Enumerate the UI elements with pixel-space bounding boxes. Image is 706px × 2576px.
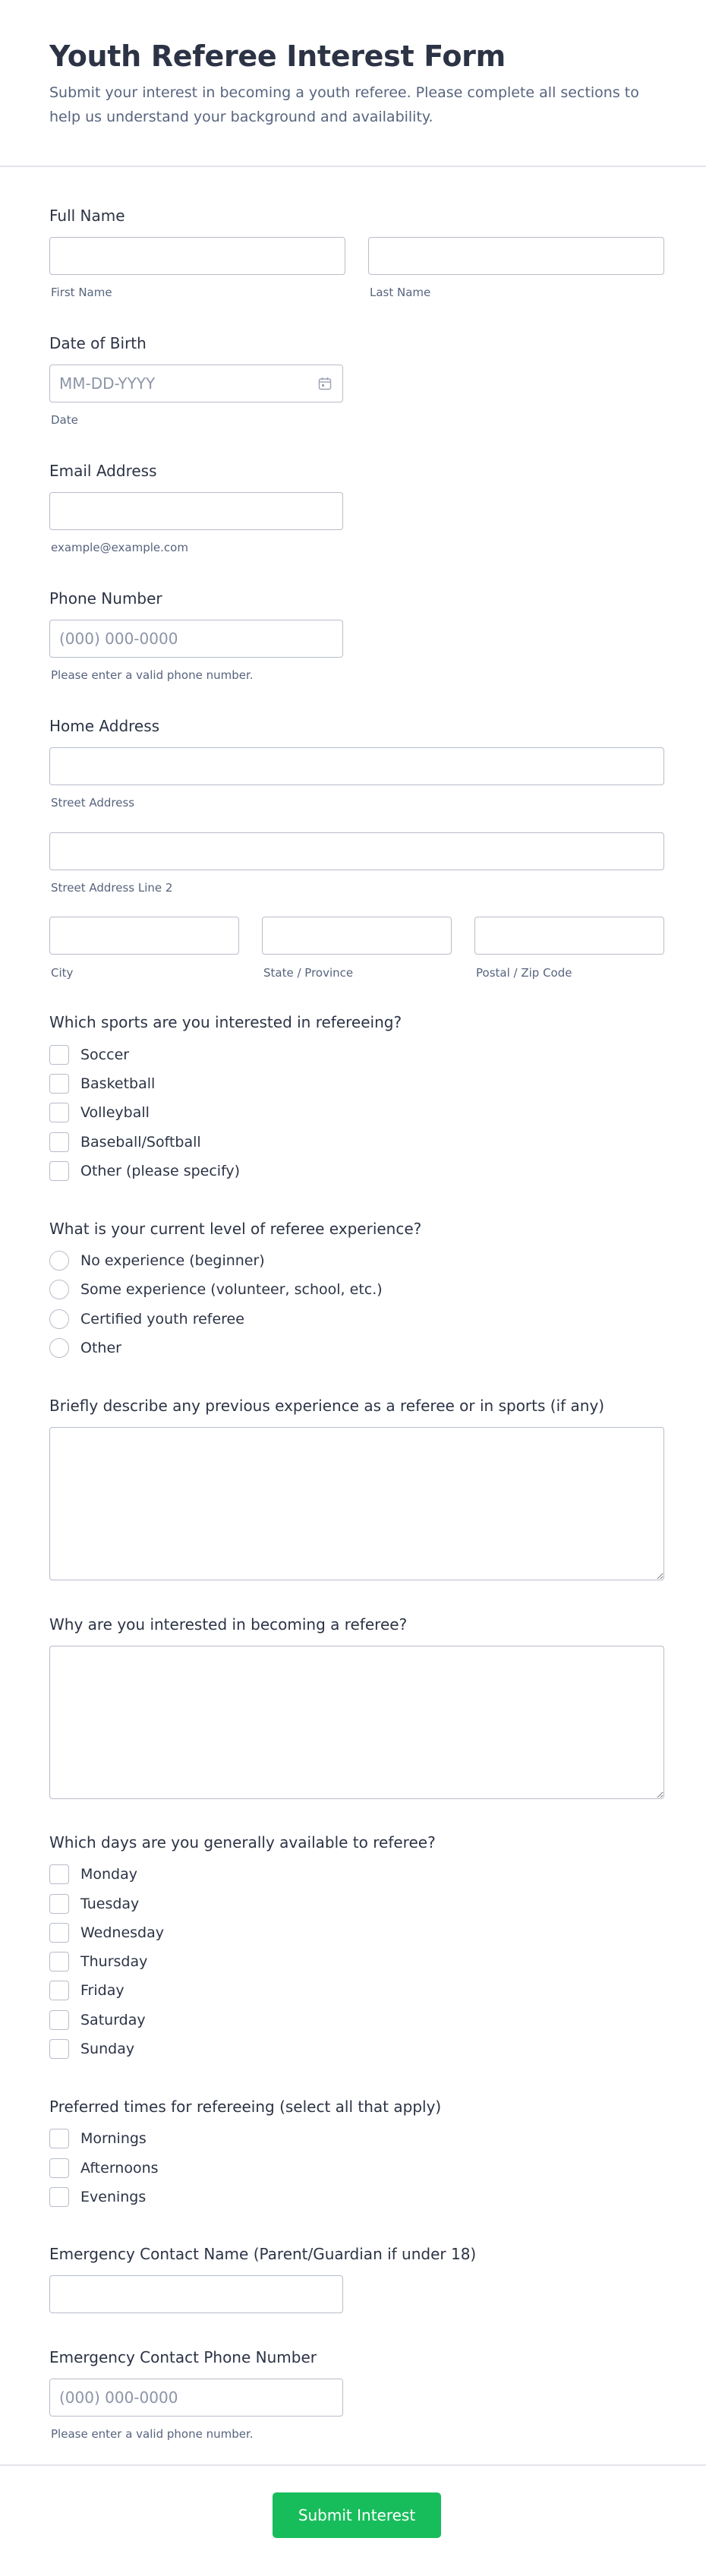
emergency-phone-input[interactable]	[49, 2379, 343, 2417]
times-label: Preferred times for refereeing (select all that apply)	[49, 2098, 442, 2116]
option-label: Baseball/Softball	[80, 1134, 201, 1151]
last-name-sublabel: Last Name	[370, 286, 431, 299]
checkbox[interactable]	[49, 2039, 69, 2059]
previous-experience-textarea[interactable]	[49, 1427, 664, 1580]
state-sublabel: State / Province	[263, 966, 354, 980]
previous-experience-label: Briefly describe any previous experience as a referee or in sports (if any)	[49, 1397, 605, 1415]
phone-sublabel: Please enter a valid phone number.	[51, 668, 254, 682]
checkbox[interactable]	[49, 2158, 69, 2178]
day-option-saturday[interactable]	[49, 2010, 146, 2030]
checkbox[interactable]	[49, 1894, 69, 1914]
option-label: Certified youth referee	[80, 1311, 244, 1327]
option-label: Friday	[80, 1982, 124, 1999]
option-label: Other	[80, 1340, 121, 1356]
time-option-mornings[interactable]	[49, 2129, 147, 2148]
experience-level-label: What is your current level of referee experience?	[49, 1220, 422, 1238]
experience-option-certified[interactable]	[49, 1309, 244, 1329]
submit-button[interactable]: Submit Interest	[273, 2492, 441, 2538]
street-address-sublabel: Street Address	[51, 796, 135, 810]
sport-option-basketball[interactable]	[49, 1074, 155, 1094]
form-title: Youth Referee Interest Form	[49, 39, 506, 73]
day-option-wednesday[interactable]	[49, 1923, 164, 1943]
option-label: No experience (beginner)	[80, 1252, 265, 1269]
day-option-tuesday[interactable]	[49, 1894, 139, 1914]
experience-option-other[interactable]	[49, 1338, 121, 1358]
footer-divider	[0, 2464, 706, 2466]
checkbox[interactable]	[49, 2129, 69, 2148]
street-address-input[interactable]	[49, 747, 664, 785]
option-label: Afternoons	[80, 2160, 159, 2177]
first-name-input[interactable]	[49, 237, 345, 275]
form-subtitle: Submit your interest in becoming a youth referee. Please complete all sections to help us understand your background and availability.	[49, 84, 639, 125]
email-label: Email Address	[49, 462, 157, 480]
zip-sublabel: Postal / Zip Code	[476, 966, 572, 980]
email-sublabel: example@example.com	[51, 541, 188, 554]
experience-option-some[interactable]	[49, 1280, 383, 1299]
sports-label: Which sports are you interested in refereeing?	[49, 1013, 402, 1031]
sport-option-other[interactable]	[49, 1161, 240, 1181]
radio-button[interactable]	[49, 1280, 69, 1299]
state-input[interactable]	[262, 917, 452, 955]
zip-input[interactable]	[474, 917, 664, 955]
days-label: Which days are you generally available to referee?	[49, 1833, 436, 1852]
option-label: Evenings	[80, 2189, 147, 2205]
time-option-evenings[interactable]	[49, 2187, 146, 2207]
dob-input[interactable]	[49, 365, 343, 402]
option-label: Thursday	[80, 1953, 148, 1970]
first-name-sublabel: First Name	[51, 286, 112, 299]
phone-input[interactable]	[49, 620, 343, 658]
option-label: Wednesday	[80, 1924, 165, 1941]
why-interested-textarea[interactable]	[49, 1646, 664, 1799]
city-sublabel: City	[51, 966, 74, 980]
checkbox[interactable]	[49, 1923, 69, 1943]
city-input[interactable]	[49, 917, 239, 955]
option-label: Basketball	[80, 1075, 156, 1092]
checkbox[interactable]	[49, 1132, 69, 1152]
option-label: Sunday	[80, 2041, 135, 2057]
day-option-monday[interactable]	[49, 1864, 137, 1884]
day-option-thursday[interactable]	[49, 1952, 147, 1971]
emergency-name-input[interactable]	[49, 2275, 343, 2313]
full-name-label: Full Name	[49, 207, 125, 225]
sport-option-baseball[interactable]	[49, 1132, 201, 1152]
option-label: Volleyball	[80, 1104, 150, 1121]
checkbox[interactable]	[49, 1074, 69, 1094]
option-label: Some experience (volunteer, school, etc.)	[80, 1281, 383, 1298]
form-header	[0, 0, 706, 167]
street-address-2-input[interactable]	[49, 832, 664, 870]
experience-option-none[interactable]	[49, 1251, 265, 1271]
option-label: Saturday	[80, 2012, 146, 2028]
checkbox[interactable]	[49, 1864, 69, 1884]
radio-button[interactable]	[49, 1251, 69, 1271]
emergency-name-label: Emergency Contact Name (Parent/Guardian if under 18)	[49, 2245, 477, 2263]
checkbox[interactable]	[49, 1981, 69, 2000]
emergency-phone-sublabel: Please enter a valid phone number.	[51, 2427, 254, 2441]
emergency-phone-label: Emergency Contact Phone Number	[49, 2348, 317, 2366]
email-input[interactable]	[49, 492, 343, 530]
radio-button[interactable]	[49, 1309, 69, 1329]
dob-label: Date of Birth	[49, 334, 147, 352]
checkbox[interactable]	[49, 1161, 69, 1181]
address-label: Home Address	[49, 717, 160, 735]
street-address-2-sublabel: Street Address Line 2	[51, 881, 173, 895]
option-label: Tuesday	[80, 1896, 140, 1912]
option-label: Other (please specify)	[80, 1163, 241, 1179]
dob-sublabel: Date	[51, 413, 78, 427]
option-label: Soccer	[80, 1046, 130, 1063]
option-label: Monday	[80, 1866, 138, 1883]
day-option-sunday[interactable]	[49, 2039, 134, 2059]
calendar-icon[interactable]	[318, 377, 332, 390]
sport-option-volleyball[interactable]	[49, 1103, 150, 1122]
checkbox[interactable]	[49, 1952, 69, 1971]
sport-option-soccer[interactable]	[49, 1045, 129, 1065]
why-interested-label: Why are you interested in becoming a referee?	[49, 1615, 408, 1634]
day-option-friday[interactable]	[49, 1981, 124, 2000]
checkbox[interactable]	[49, 1045, 69, 1065]
checkbox[interactable]	[49, 1103, 69, 1122]
option-label: Mornings	[80, 2130, 147, 2147]
radio-button[interactable]	[49, 1338, 69, 1358]
phone-label: Phone Number	[49, 589, 162, 608]
checkbox[interactable]	[49, 2010, 69, 2030]
time-option-afternoons[interactable]	[49, 2158, 159, 2178]
checkbox[interactable]	[49, 2187, 69, 2207]
last-name-input[interactable]	[368, 237, 664, 275]
